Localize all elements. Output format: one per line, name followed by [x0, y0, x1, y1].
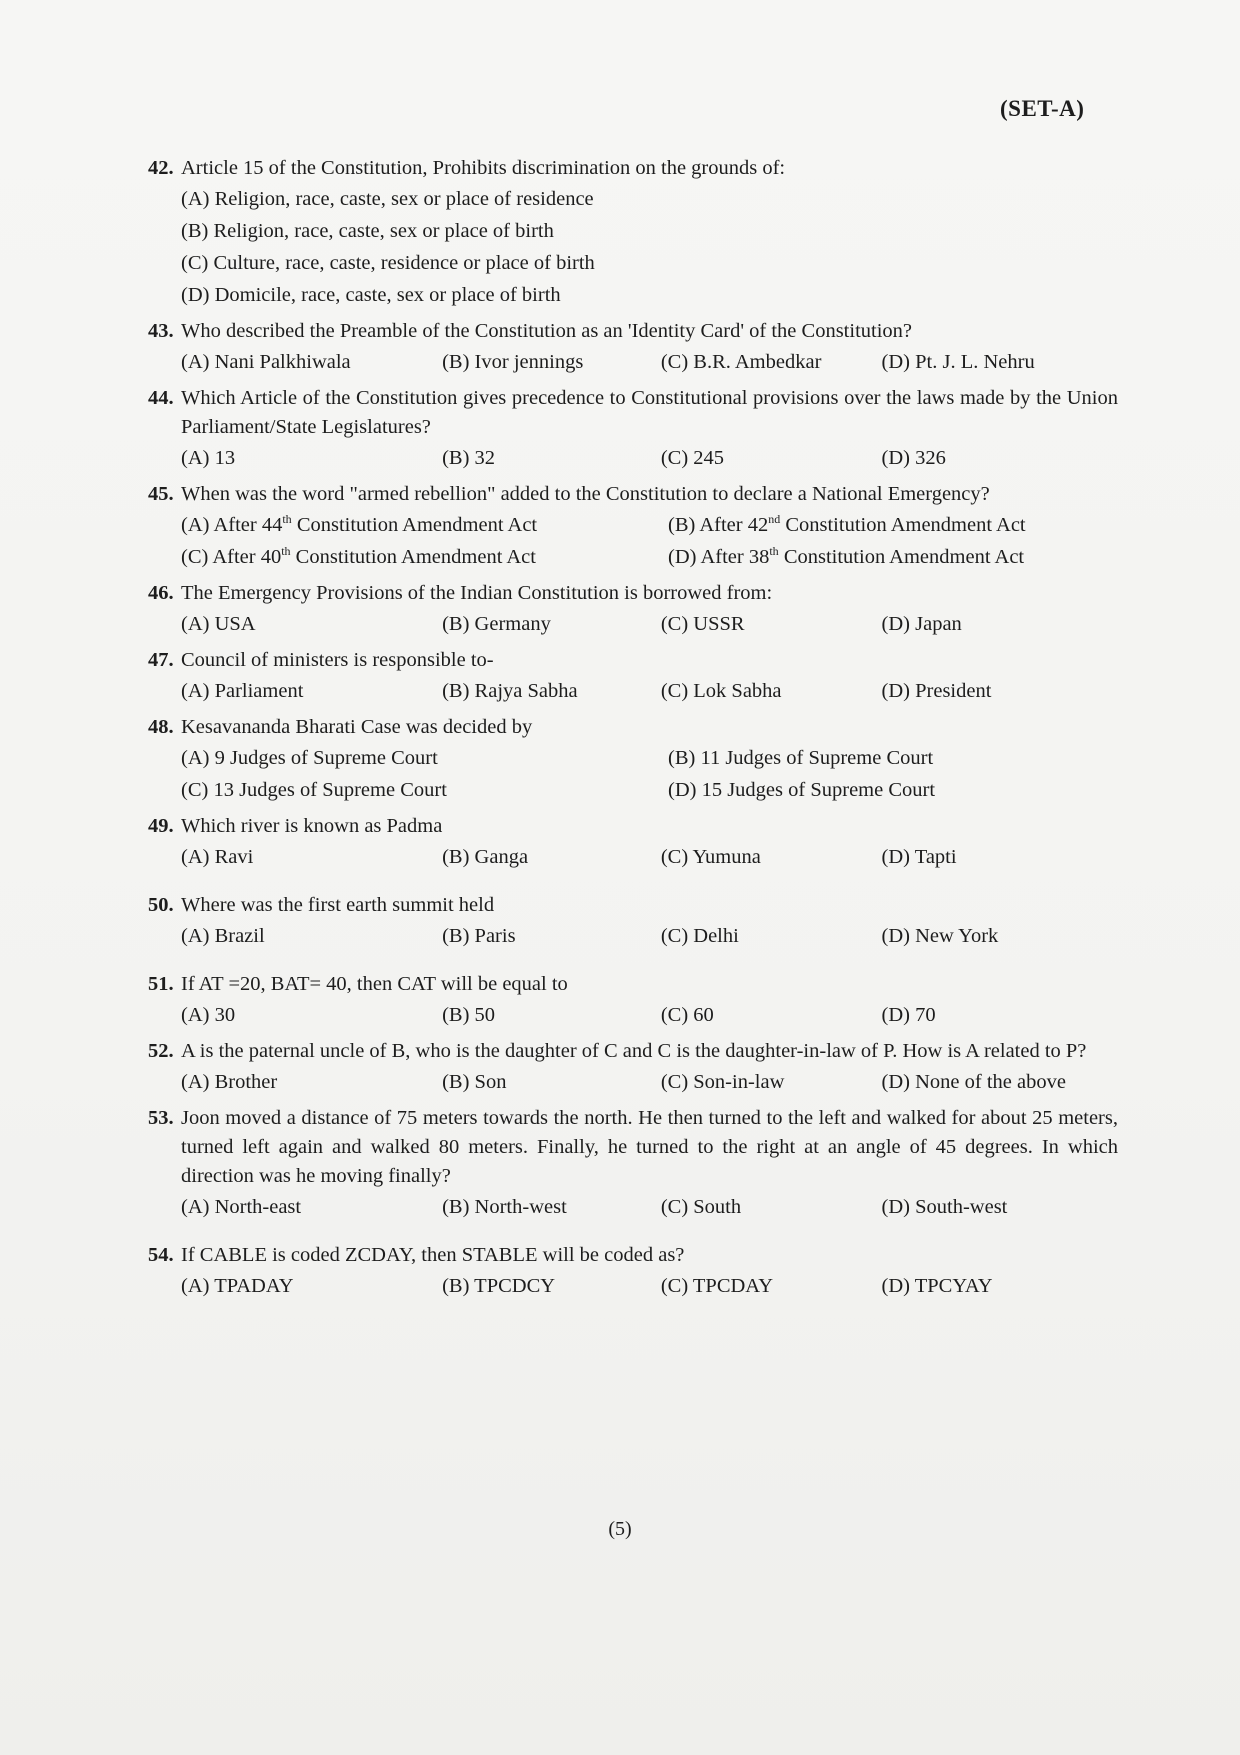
options	[181, 920, 1118, 952]
question-list	[148, 154, 1118, 1308]
option-b: (B) Rajya Sabha	[442, 680, 578, 702]
option-d: (D) New York	[881, 925, 999, 947]
option-b: (B) TPCDCY	[442, 1275, 556, 1297]
question-46	[148, 579, 1118, 640]
option-a: (A) 9 Judges of Supreme Court	[181, 747, 438, 769]
option-b: (B) Ganga	[442, 846, 529, 868]
option-b: (B) Ivor jennings	[442, 351, 584, 373]
option-c: (C) Lok Sabha	[660, 680, 782, 702]
question-number: 42.	[148, 157, 174, 179]
option-d: (D) 15 Judges of Supreme Court	[668, 779, 936, 801]
page-number: (5)	[608, 1518, 632, 1540]
question-number: 52.	[148, 1040, 174, 1062]
option-a: (A) After 44th Constitution Amendment Act	[181, 512, 538, 536]
question-42	[148, 154, 1118, 311]
option-c: (C) 245	[660, 447, 725, 469]
option-d: (D) TPCYAY	[881, 1275, 993, 1297]
set-label: (SET-A)	[1000, 96, 1085, 121]
option-c: (C) 13 Judges of Supreme Court	[181, 779, 447, 801]
option-a: (A) Brazil	[181, 925, 265, 947]
option-d: (D) 326	[881, 447, 946, 469]
options	[181, 675, 1118, 707]
option-d: (D) After 38th Constitution Amendment Act	[668, 544, 1025, 568]
option-a: (A) Ravi	[181, 846, 254, 868]
options	[181, 1270, 1118, 1302]
option-d: (D) Domicile, race, caste, sex or place of birth	[181, 284, 561, 306]
question-45	[148, 480, 1118, 573]
options	[181, 442, 1118, 474]
question-text: Which Article of the Constitution gives precedence to Constitutional provisions over the laws made by the Union Parliament/State Legislatures?	[181, 387, 1118, 438]
option-b: (B) 11 Judges of Supreme Court	[668, 747, 934, 769]
question-54	[148, 1241, 1118, 1302]
option-c: (C) Delhi	[660, 925, 739, 947]
question-text: Who described the Preamble of the Constitution as an 'Identity Card' of the Constitution?	[181, 320, 913, 342]
option-b: (B) 32	[442, 447, 496, 469]
question-text: If CABLE is coded ZCDAY, then STABLE will be coded as?	[181, 1244, 685, 1266]
question-44	[148, 384, 1118, 474]
option-c: (C) After 40th Constitution Amendment Act	[181, 544, 536, 568]
options	[181, 346, 1118, 378]
option-b: (B) Religion, race, caste, sex or place of birth	[181, 220, 554, 242]
options	[181, 999, 1118, 1031]
question-number: 49.	[148, 815, 174, 837]
options	[181, 608, 1118, 640]
question-number: 54.	[148, 1244, 174, 1266]
option-b: (B) Son	[442, 1071, 507, 1093]
option-d: (D) President	[881, 680, 992, 702]
option-d: (D) Pt. J. L. Nehru	[881, 351, 1035, 373]
question-text: The Emergency Provisions of the Indian Constitution is borrowed from:	[181, 582, 773, 604]
question-text: Which river is known as Padma	[181, 815, 443, 837]
question-text: Article 15 of the Constitution, Prohibits discrimination on the grounds of:	[181, 157, 786, 179]
option-a: (A) Nani Palkhiwala	[181, 351, 351, 373]
question-number: 50.	[148, 894, 174, 916]
option-a: (A) Religion, race, caste, sex or place of residence	[181, 188, 594, 210]
option-c: (C) Yumuna	[660, 846, 761, 868]
option-a: (A) TPADAY	[181, 1275, 294, 1297]
options	[181, 509, 1118, 573]
options	[181, 1191, 1118, 1223]
option-a: (A) North-east	[181, 1196, 302, 1218]
option-d: (D) Tapti	[881, 846, 957, 868]
option-c: (C) Son-in-law	[660, 1071, 785, 1093]
option-a: (A) USA	[181, 613, 256, 635]
question-text: Where was the first earth summit held	[181, 894, 495, 916]
question-text: Council of ministers is responsible to-	[181, 649, 494, 671]
option-c: (C) Culture, race, caste, residence or place of birth	[181, 252, 595, 274]
question-text: Joon moved a distance of 75 meters towards the north. He then turned to the left and walked for about 25 meters, turned left again and walked 80 meters. Finally, he turned to the right at an angle of 45 degrees. In which direction was he moving finally?	[181, 1107, 1118, 1187]
option-d: (D) Japan	[881, 613, 962, 635]
question-number: 48.	[148, 716, 174, 738]
question-number: 45.	[148, 483, 174, 505]
question-number: 51.	[148, 973, 174, 995]
options	[181, 1066, 1118, 1098]
option-d: (D) 70	[881, 1004, 936, 1026]
question-51	[148, 970, 1118, 1031]
question-number: 44.	[148, 387, 174, 409]
question-50	[148, 891, 1118, 952]
option-c: (C) 60	[660, 1004, 714, 1026]
question-number: 53.	[148, 1107, 174, 1129]
options	[181, 841, 1118, 873]
question-text: If AT =20, BAT= 40, then CAT will be equal to	[181, 973, 568, 995]
option-a: (A) 13	[181, 447, 236, 469]
question-48	[148, 713, 1118, 806]
option-a: (A) Brother	[181, 1071, 278, 1093]
option-b: (B) Germany	[442, 613, 551, 635]
option-c: (C) USSR	[660, 613, 745, 635]
option-c: (C) B.R. Ambedkar	[660, 351, 822, 373]
question-number: 43.	[148, 320, 174, 342]
option-d: (D) None of the above	[881, 1071, 1066, 1093]
question-text: A is the paternal uncle of B, who is the daughter of C and C is the daughter-in-law of P. How is A related to P?	[181, 1040, 1087, 1062]
option-c: (C) South	[660, 1196, 742, 1218]
option-b: (B) North-west	[442, 1196, 567, 1218]
question-number: 47.	[148, 649, 174, 671]
option-d: (D) South-west	[881, 1196, 1008, 1218]
option-b: (B) After 42nd Constitution Amendment Act	[668, 512, 1026, 536]
question-text: When was the word "armed rebellion" added to the Constitution to declare a National Emergency?	[181, 483, 990, 505]
question-47	[148, 646, 1118, 707]
option-a: (A) Parliament	[181, 680, 304, 702]
question-text: Kesavananda Bharati Case was decided by	[181, 716, 533, 738]
question-53	[148, 1104, 1118, 1223]
option-a: (A) 30	[181, 1004, 236, 1026]
options	[181, 183, 1118, 311]
option-c: (C) TPCDAY	[660, 1275, 774, 1297]
question-49	[148, 812, 1118, 873]
question-52	[148, 1037, 1118, 1098]
options	[181, 742, 1118, 806]
question-43	[148, 317, 1118, 378]
option-b: (B) Paris	[442, 925, 516, 947]
option-b: (B) 50	[442, 1004, 496, 1026]
question-number: 46.	[148, 582, 174, 604]
